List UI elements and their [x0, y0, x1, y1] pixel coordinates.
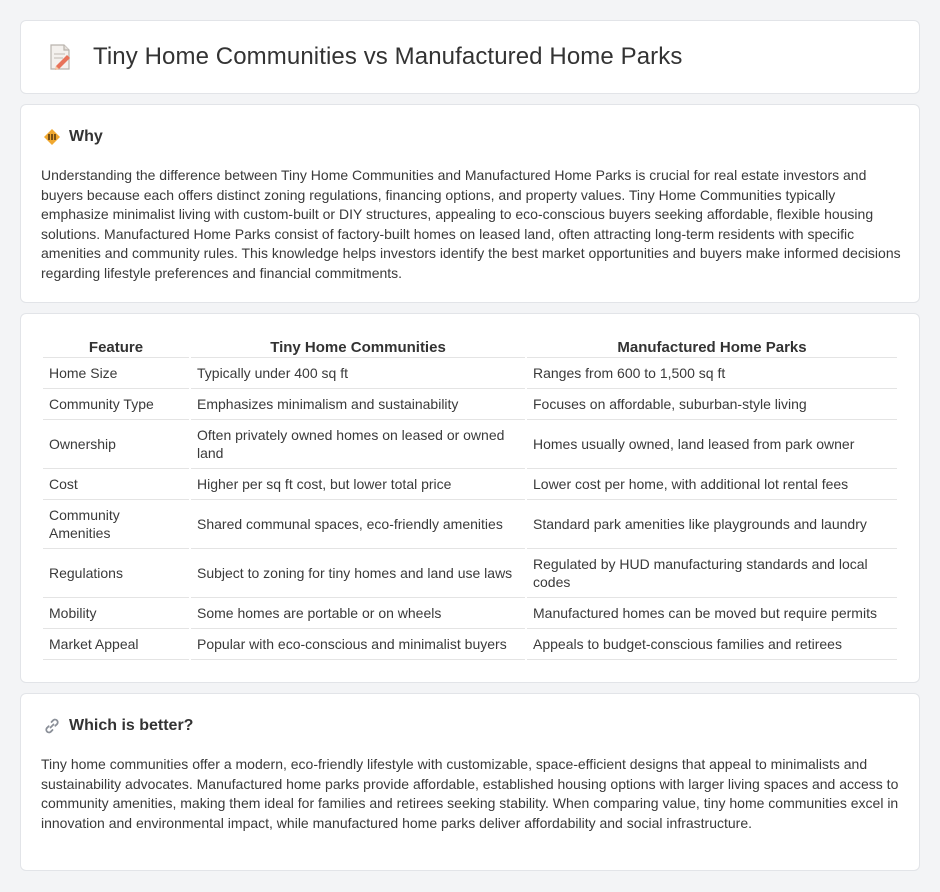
- feature-cell: Home Size: [43, 358, 189, 389]
- tiny-home-cell: Higher per sq ft cost, but lower total price: [191, 469, 525, 500]
- why-heading-row: [43, 128, 103, 146]
- feature-cell: Community Type: [43, 389, 189, 420]
- manufactured-cell: Ranges from 600 to 1,500 sq ft: [527, 358, 897, 389]
- table-row: [43, 549, 897, 598]
- table-row: [43, 389, 897, 420]
- page-title: Tiny Home Communities vs Manufactured Home Parks: [93, 43, 683, 70]
- table-row: [43, 598, 897, 629]
- feature-cell: Regulations: [43, 549, 189, 598]
- comparison-section: [20, 313, 920, 683]
- title-row: [47, 43, 682, 71]
- tiny-home-cell: Shared communal spaces, eco-friendly amenities: [191, 500, 525, 549]
- document-pencil-icon: [47, 43, 73, 71]
- column-header-manufactured: Manufactured Home Parks: [527, 335, 897, 358]
- manufactured-cell: Regulated by HUD manufacturing standards and local codes: [527, 549, 897, 598]
- diamond-warning-icon: [43, 128, 61, 146]
- link-icon: [43, 717, 61, 735]
- better-heading: Which is better?: [69, 717, 194, 734]
- manufactured-cell: Homes usually owned, land leased from park owner: [527, 420, 897, 469]
- which-is-better-section: [20, 693, 920, 871]
- table-row: [43, 358, 897, 389]
- table-row: [43, 500, 897, 549]
- tiny-home-cell: Subject to zoning for tiny homes and land use laws: [191, 549, 525, 598]
- tiny-home-cell: Some homes are portable or on wheels: [191, 598, 525, 629]
- manufactured-cell: Manufactured homes can be moved but require permits: [527, 598, 897, 629]
- feature-cell: Market Appeal: [43, 629, 189, 660]
- manufactured-cell: Focuses on affordable, suburban-style living: [527, 389, 897, 420]
- feature-cell: Mobility: [43, 598, 189, 629]
- feature-cell: Community Amenities: [43, 500, 189, 549]
- tiny-home-cell: Typically under 400 sq ft: [191, 358, 525, 389]
- table-row: [43, 469, 897, 500]
- tiny-home-cell: Often privately owned homes on leased or owned land: [191, 420, 525, 469]
- feature-cell: Ownership: [43, 420, 189, 469]
- manufactured-cell: Lower cost per home, with additional lot rental fees: [527, 469, 897, 500]
- tiny-home-cell: Emphasizes minimalism and sustainability: [191, 389, 525, 420]
- manufactured-cell: Appeals to budget-conscious families and retirees: [527, 629, 897, 660]
- column-header-tiny-home: Tiny Home Communities: [191, 335, 525, 358]
- better-heading-row: [43, 717, 193, 735]
- better-paragraph: Tiny home communities offer a modern, eco-friendly lifestyle with customizable, space-efficient designs that appeal to minimalists and sustainability advocates. Manufactured home parks provide affordable, established housing options with larger living spaces and access to community amenities, making them ideal for families and retirees seeking stability. When comparing value, tiny home communities excel in innovation and environmental impact, while manufactured home parks deliver affordability and social infrastructure.: [41, 756, 899, 831]
- table-row: [43, 629, 897, 660]
- table-row: [43, 420, 897, 469]
- column-header-feature: Feature: [43, 335, 189, 358]
- feature-cell: Cost: [43, 469, 189, 500]
- tiny-home-cell: Popular with eco-conscious and minimalist buyers: [191, 629, 525, 660]
- why-section: [20, 104, 920, 303]
- table-header-row: [43, 335, 897, 358]
- comparison-table: [41, 335, 899, 660]
- why-paragraph: Understanding the difference between Tiny Home Communities and Manufactured Home Parks is crucial for real estate investors and buyers because each offers distinct zoning regulations, financing options, and property values. Tiny Home Communities typically emphasize minimalist living with custom-built or DIY structures, appealing to eco-conscious buyers seeking affordable, flexible housing solutions. Manufactured Home Parks consist of factory-built homes on leased land, often attracting long-term residents with specific amenities and community rules. This knowledge helps investors identify the best market opportunities and buyers make informed decisions regarding lifestyle preferences and financial commitments.: [41, 167, 901, 281]
- title-card: [20, 20, 920, 94]
- why-heading: Why: [69, 128, 103, 145]
- manufactured-cell: Standard park amenities like playgrounds and laundry: [527, 500, 897, 549]
